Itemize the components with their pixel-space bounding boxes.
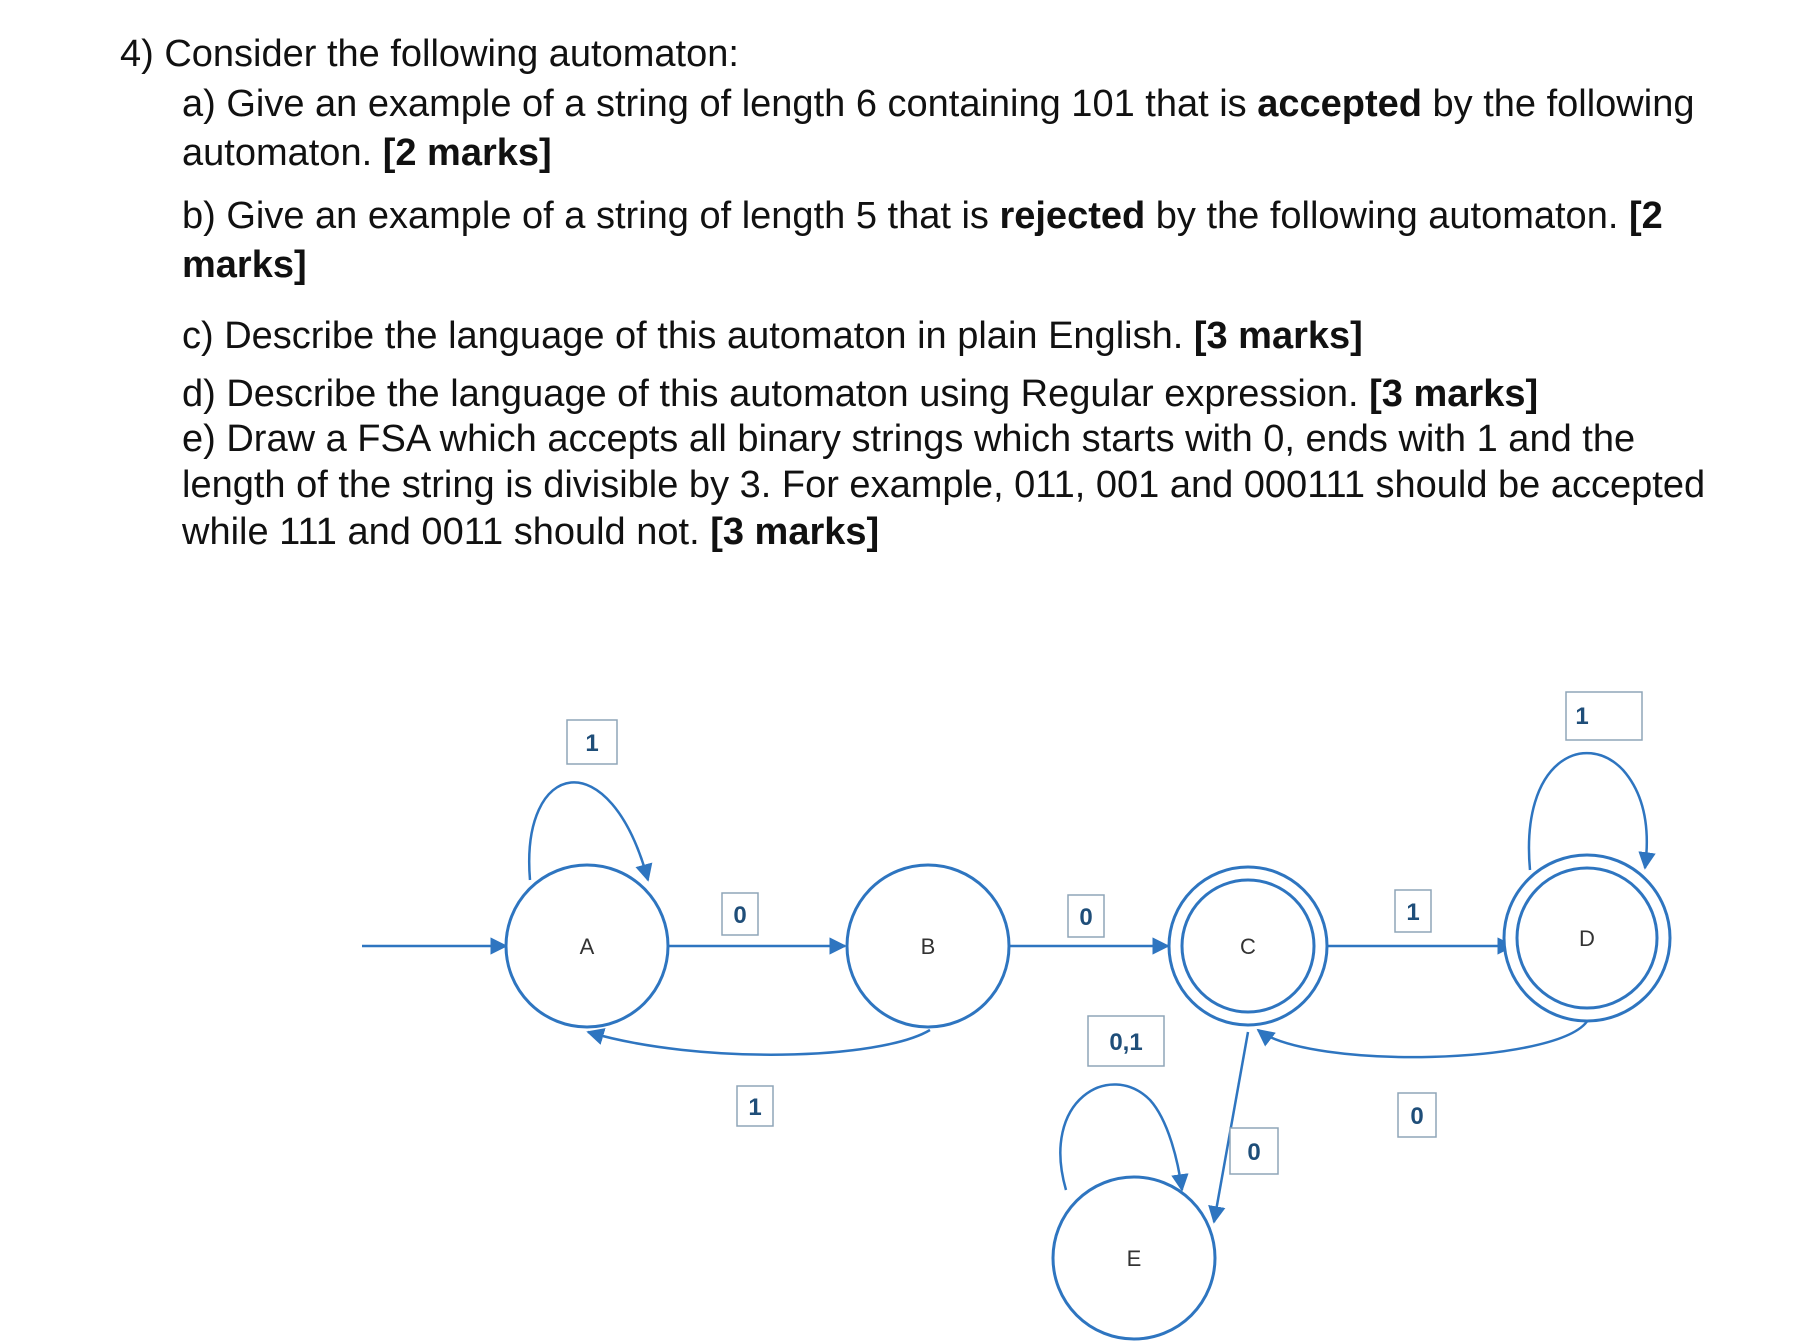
state-a-label: A [579,934,595,959]
label-c-e: 0 [1247,1139,1261,1166]
edge-e-e [1060,1084,1182,1190]
part-d-text: d) Describe the language of this automaton using Regular expression. [182,373,1370,415]
part-b-emphasis: rejected [999,195,1146,237]
part-d-marks: [3 marks] [1369,373,1539,415]
part-e-text: e) Draw a FSA which accepts all binary strings which starts with 0, ends with 1 and the length of the string is divisible by 3. For example, 011, 001 and 000111 should be accepted while 111 and 0011 should not. [182,418,1706,553]
part-a-text: a) Give an example of a string of length 6 containing 101 that is [182,83,1258,125]
part-a-text-2: by the following automaton. [182,83,1695,175]
label-b-c: 0 [1079,904,1093,931]
label-a-a: 1 [585,730,599,757]
label-a-b: 0 [733,902,747,929]
edge-d-c [1258,1020,1588,1057]
edge-d-d [1529,753,1647,870]
part-e-marks: [3 marks] [710,510,880,553]
part-b-text: b) Give an example of a string of length 5 that is [182,195,1000,237]
label-d-d: 1 [1575,703,1589,730]
edge-c-e [1214,1032,1248,1222]
label-d-c: 0 [1410,1103,1424,1130]
state-c-label: C [1240,934,1256,959]
part-c-marks: [3 marks] [1193,315,1363,357]
question-header: 4) Consider the following automaton: [120,33,739,75]
edge-b-a [588,1030,930,1055]
state-e-label: E [1126,1246,1142,1271]
state-d-label: D [1579,926,1595,951]
label-e-e: 0,1 [1109,1029,1143,1056]
state-b-label: B [920,934,936,959]
part-a-marks: [2 marks] [382,132,552,175]
label-c-d: 1 [1406,899,1420,926]
part-b-marks: [2 marks] [182,195,1663,287]
part-b-text-2: by the following automaton. [1145,195,1629,237]
part-a-emphasis: accepted [1257,83,1422,125]
label-b-a: 1 [748,1094,762,1121]
part-c-text: c) Describe the language of this automaton in plain English. [182,315,1194,357]
